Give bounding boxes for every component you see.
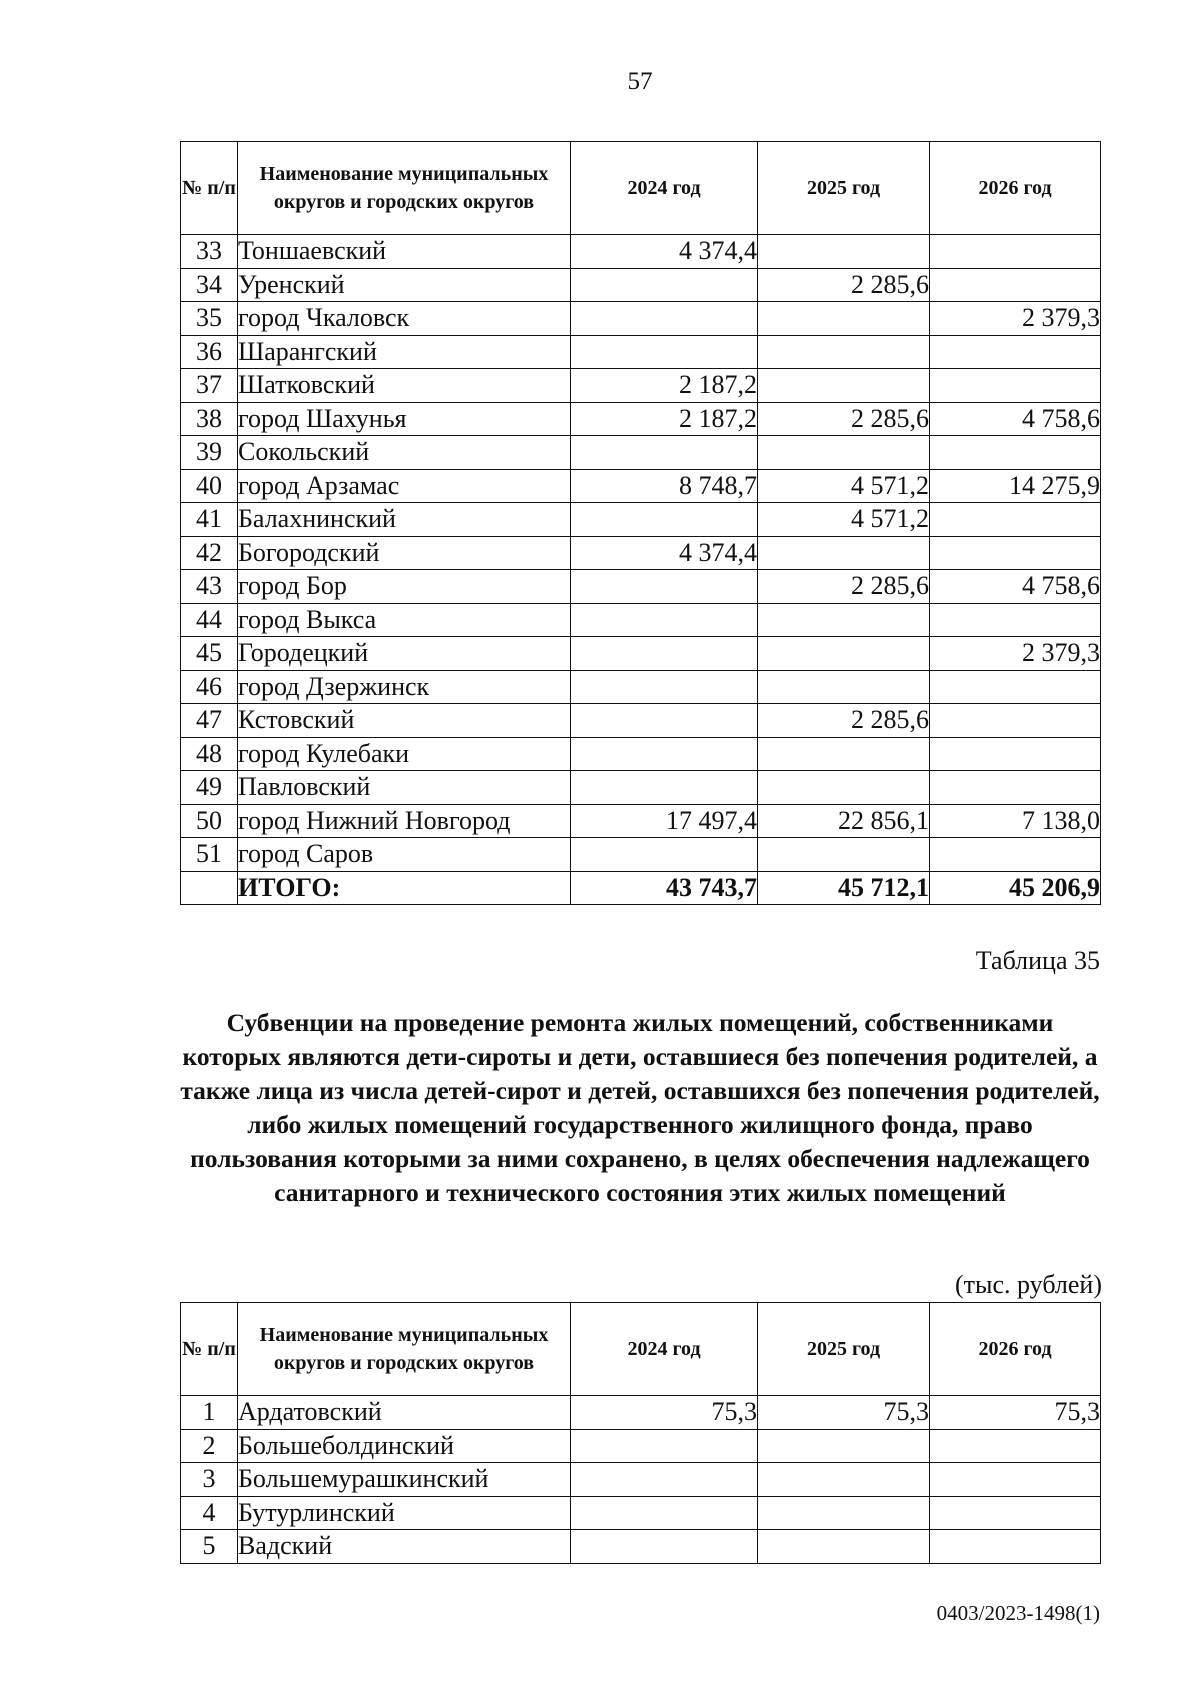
row-value-2026: 7 138,0 [930, 804, 1101, 838]
row-value-2025 [758, 838, 930, 872]
row-name: Ардатовский [238, 1396, 571, 1430]
row-value-2025 [758, 335, 930, 369]
row-value-2026 [930, 1429, 1101, 1463]
table-row [181, 1463, 1101, 1497]
row-number: 41 [181, 503, 238, 537]
table-row [181, 536, 1101, 570]
row-number: 34 [181, 268, 238, 302]
row-number: 2 [181, 1429, 238, 1463]
table-row [181, 268, 1101, 302]
table-row [181, 1429, 1101, 1463]
total-value-2026: 45 206,9 [930, 871, 1101, 905]
row-value-2026 [930, 838, 1101, 872]
row-value-2024 [571, 838, 758, 872]
column-header-name: Наименование муниципальных округов и городских округов [238, 142, 571, 235]
row-value-2024 [571, 268, 758, 302]
row-value-2024 [571, 1496, 758, 1530]
row-name: Большемурашкинский [238, 1463, 571, 1497]
row-name: Городецкий [238, 637, 571, 671]
row-value-2026 [930, 436, 1101, 470]
row-value-2024: 8 748,7 [571, 469, 758, 503]
table-row [181, 503, 1101, 537]
table-row [181, 1496, 1101, 1530]
row-name: город Шахунья [238, 402, 571, 436]
row-value-2024: 17 497,4 [571, 804, 758, 838]
row-value-2025 [758, 670, 930, 704]
row-value-2024 [571, 704, 758, 738]
table-row [181, 436, 1101, 470]
table-row [181, 771, 1101, 805]
column-header-2026: 2026 год [930, 142, 1101, 235]
table-row [181, 1396, 1101, 1430]
row-value-2025: 2 285,6 [758, 268, 930, 302]
row-name: Большеболдинский [238, 1429, 571, 1463]
row-name: город Нижний Новгород [238, 804, 571, 838]
table-row [181, 369, 1101, 403]
row-value-2024 [571, 1463, 758, 1497]
row-number: 33 [181, 235, 238, 269]
document-code: 0403/2023-1498(1) [936, 1601, 1100, 1625]
row-name: город Саров [238, 838, 571, 872]
row-value-2024 [571, 670, 758, 704]
row-value-2025: 2 285,6 [758, 704, 930, 738]
row-value-2024 [571, 737, 758, 771]
row-value-2024 [571, 436, 758, 470]
table-row [181, 737, 1101, 771]
row-value-2025 [758, 1463, 930, 1497]
row-number: 47 [181, 704, 238, 738]
column-header-2025: 2025 год [758, 1303, 930, 1396]
row-number: 44 [181, 603, 238, 637]
units-label: (тыс. рублей) [954, 1270, 1102, 1299]
row-value-2025 [758, 1530, 930, 1564]
table-row [181, 570, 1101, 604]
row-number: 36 [181, 335, 238, 369]
table-row [181, 603, 1101, 637]
row-value-2025 [758, 235, 930, 269]
row-number: 37 [181, 369, 238, 403]
row-name: город Бор [238, 570, 571, 604]
row-value-2026: 75,3 [930, 1396, 1101, 1430]
row-value-2025 [758, 1429, 930, 1463]
row-value-2025: 4 571,2 [758, 469, 930, 503]
total-label: ИТОГО: [238, 871, 571, 905]
row-value-2025 [758, 302, 930, 336]
table-header-row [181, 1303, 1101, 1396]
row-value-2025 [758, 536, 930, 570]
row-value-2025: 2 285,6 [758, 570, 930, 604]
row-value-2026: 4 758,6 [930, 570, 1101, 604]
row-value-2025 [758, 436, 930, 470]
row-number: 1 [181, 1396, 238, 1430]
row-name: город Кулебаки [238, 737, 571, 771]
row-number: 45 [181, 637, 238, 671]
row-number: 38 [181, 402, 238, 436]
total-value-2025: 45 712,1 [758, 871, 930, 905]
table-row [181, 335, 1101, 369]
row-number: 48 [181, 737, 238, 771]
row-value-2025: 2 285,6 [758, 402, 930, 436]
row-value-2026 [930, 771, 1101, 805]
table-row [181, 302, 1101, 336]
row-value-2025: 75,3 [758, 1396, 930, 1430]
row-name: Тоншаевский [238, 235, 571, 269]
row-name: Богородский [238, 536, 571, 570]
row-value-2025: 4 571,2 [758, 503, 930, 537]
row-value-2026 [930, 704, 1101, 738]
table-label: Таблица 35 [975, 946, 1100, 975]
row-name: город Чкаловск [238, 302, 571, 336]
row-number: 51 [181, 838, 238, 872]
row-number: 5 [181, 1530, 238, 1564]
row-value-2025 [758, 737, 930, 771]
table-row [181, 469, 1101, 503]
row-value-2024 [571, 603, 758, 637]
row-value-2024 [571, 335, 758, 369]
row-number: 4 [181, 1496, 238, 1530]
row-name: город Дзержинск [238, 670, 571, 704]
row-number: 49 [181, 771, 238, 805]
row-value-2024: 2 187,2 [571, 369, 758, 403]
row-name: Уренский [238, 268, 571, 302]
row-value-2025 [758, 637, 930, 671]
column-header-2024: 2024 год [571, 1303, 758, 1396]
table-35 [180, 1302, 1101, 1564]
table-row [181, 1530, 1101, 1564]
row-value-2024: 2 187,2 [571, 402, 758, 436]
table-header-row [181, 142, 1101, 235]
row-name: Шатковский [238, 369, 571, 403]
column-header-2024: 2024 год [571, 142, 758, 235]
row-name: Кстовский [238, 704, 571, 738]
column-header-num: № п/п [181, 1303, 238, 1396]
row-value-2026: 14 275,9 [930, 469, 1101, 503]
row-value-2025 [758, 771, 930, 805]
row-value-2026 [930, 268, 1101, 302]
table-row [181, 670, 1101, 704]
row-number: 50 [181, 804, 238, 838]
row-value-2026 [930, 1496, 1101, 1530]
row-number: 46 [181, 670, 238, 704]
row-value-2025 [758, 603, 930, 637]
table-34-continued [180, 141, 1101, 905]
row-name: Сокольский [238, 436, 571, 470]
row-value-2026 [930, 737, 1101, 771]
table-caption: Субвенции на проведение ремонта жилых помещений, собственниками которых являются дети-сироты и дети, оставшиеся без попечения родителей, а также лица из числа детей-сирот и детей, оставшихся без попечения родителей, либо жилых помещений государственного жилищного фонда, право пользования которыми за ними сохранено, в целях обеспечения надлежащего санитарного и технического состояния этих жилых помещений [180, 1008, 1100, 1207]
table-row [181, 637, 1101, 671]
table-row [181, 804, 1101, 838]
table-row [181, 704, 1101, 738]
total-empty-cell [181, 871, 238, 905]
row-name: город Выкса [238, 603, 571, 637]
row-name: Бутурлинский [238, 1496, 571, 1530]
row-number: 43 [181, 570, 238, 604]
row-value-2026 [930, 670, 1101, 704]
row-value-2024 [571, 637, 758, 671]
row-value-2026 [930, 1463, 1101, 1497]
table-row [181, 235, 1101, 269]
row-value-2024 [571, 302, 758, 336]
row-value-2026 [930, 603, 1101, 637]
row-value-2024 [571, 1429, 758, 1463]
column-header-num: № п/п [181, 142, 238, 235]
row-name: город Арзамас [238, 469, 571, 503]
row-name: Шарангский [238, 335, 571, 369]
column-header-2025: 2025 год [758, 142, 930, 235]
row-value-2025 [758, 1496, 930, 1530]
row-value-2026: 2 379,3 [930, 302, 1101, 336]
row-value-2026 [930, 1530, 1101, 1564]
row-value-2024 [571, 771, 758, 805]
row-value-2024 [571, 503, 758, 537]
row-value-2026 [930, 503, 1101, 537]
total-row [181, 871, 1101, 905]
row-value-2024 [571, 1530, 758, 1564]
table-row [181, 402, 1101, 436]
row-number: 35 [181, 302, 238, 336]
row-value-2026 [930, 369, 1101, 403]
page-number: 57 [627, 68, 653, 95]
row-value-2026: 2 379,3 [930, 637, 1101, 671]
row-value-2024 [571, 570, 758, 604]
column-header-2026: 2026 год [930, 1303, 1101, 1396]
row-name: Вадский [238, 1530, 571, 1564]
row-value-2026 [930, 536, 1101, 570]
total-value-2024: 43 743,7 [571, 871, 758, 905]
row-number: 3 [181, 1463, 238, 1497]
row-value-2025 [758, 369, 930, 403]
row-number: 42 [181, 536, 238, 570]
column-header-name: Наименование муниципальных округов и городских округов [238, 1303, 571, 1396]
row-name: Павловский [238, 771, 571, 805]
row-value-2025: 22 856,1 [758, 804, 930, 838]
row-value-2026 [930, 235, 1101, 269]
row-name: Балахнинский [238, 503, 571, 537]
row-value-2026 [930, 335, 1101, 369]
row-number: 40 [181, 469, 238, 503]
row-value-2026: 4 758,6 [930, 402, 1101, 436]
row-value-2024: 4 374,4 [571, 235, 758, 269]
row-value-2024: 4 374,4 [571, 536, 758, 570]
table-row [181, 838, 1101, 872]
row-number: 39 [181, 436, 238, 470]
row-value-2024: 75,3 [571, 1396, 758, 1430]
